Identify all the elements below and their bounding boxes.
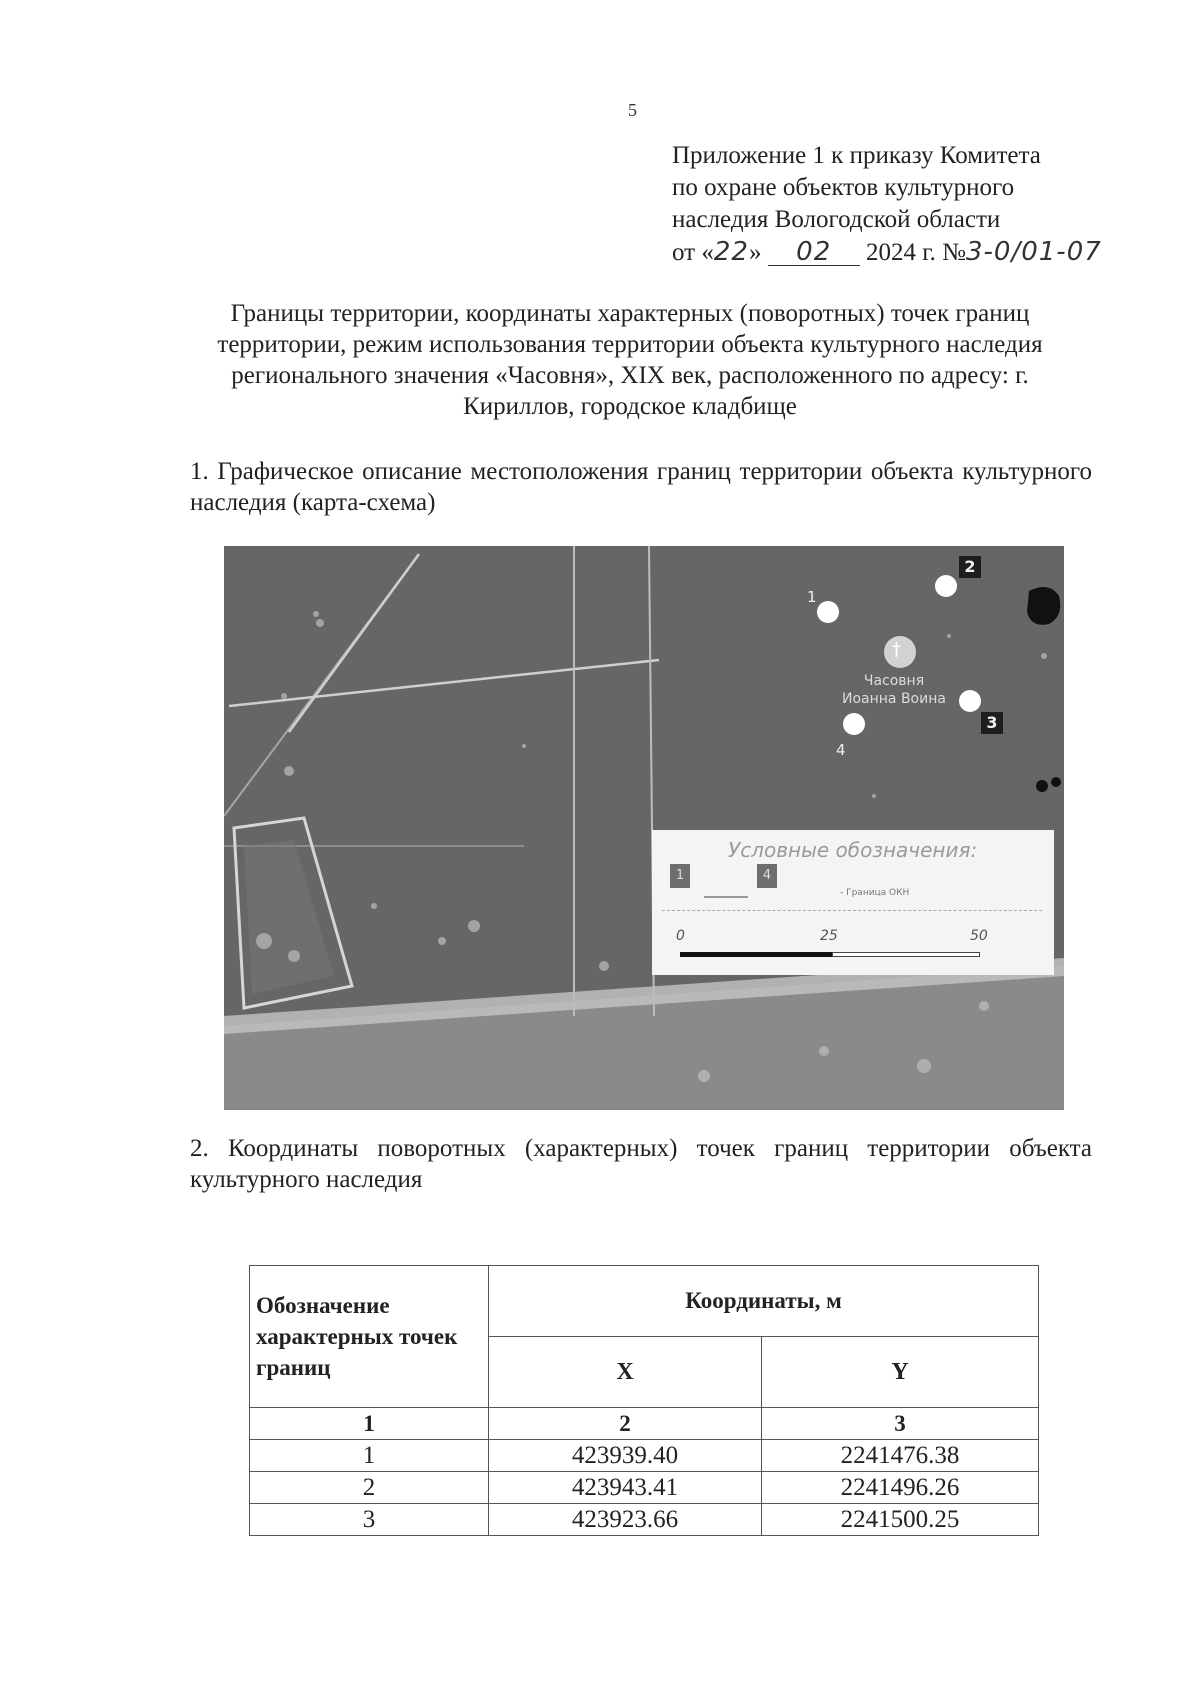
scale-bar-light: [832, 952, 980, 957]
year-text: 2024 г. №: [865, 239, 966, 266]
y-cell: 2241476.38: [762, 1440, 1039, 1472]
appendix-header: [672, 140, 1142, 269]
header-x: X: [489, 1337, 762, 1408]
legend-divider: [662, 910, 1042, 912]
header-y: Y: [762, 1337, 1039, 1408]
legend-marker-1: 1: [670, 864, 690, 888]
section-1-heading: 1. Графическое описание местоположения границ территории объекта культурного наследия (карта-схема): [190, 458, 1092, 516]
column-number: 3: [762, 1408, 1039, 1440]
x-cell: 423943.41: [489, 1472, 762, 1504]
x-cell: 423939.40: [489, 1440, 762, 1472]
legend-marker-4: 4: [757, 864, 777, 888]
table-row: [250, 1472, 1039, 1504]
scale-bar-dark: [680, 952, 832, 957]
scale-label-50: 50: [970, 928, 988, 944]
scale-label-25: 25: [820, 928, 838, 944]
document-title: Границы территории, координаты характерных (поворотных) точек границ территории, режим использования территории объекта культурного наследия регионального значения «Часовня», XIX век, расположенного по адресу: г. Кириллов, городское кладбище: [217, 300, 1043, 420]
point-4-label: 4: [836, 741, 846, 759]
appendix-line-1: Приложение 1 к приказу Комитета: [672, 142, 1041, 169]
y-cell: 2241496.26: [762, 1472, 1039, 1504]
header-coordinates: Координаты, м: [489, 1266, 1039, 1337]
column-number-row: [250, 1408, 1039, 1440]
point-cell: 2: [250, 1472, 489, 1504]
map-background: [224, 546, 1064, 1110]
column-number: 1: [250, 1408, 489, 1440]
date-prefix: от «: [672, 239, 714, 266]
handwritten-month: 02: [768, 239, 860, 266]
chapel-label: [842, 672, 946, 708]
appendix-date-line: [672, 236, 1142, 269]
coordinates-table: [249, 1265, 1039, 1536]
point-1-label: 1: [807, 588, 817, 606]
scale-label-0: 0: [676, 928, 685, 944]
point-cell: 1: [250, 1440, 489, 1472]
section-2-heading: 2. Координаты поворотных (характерных) точек границ территории объекта культурного наследия: [190, 1135, 1092, 1193]
table-row: [250, 1440, 1039, 1472]
appendix-line-3: наследия Вологодской области: [672, 206, 1001, 233]
column-number: 2: [489, 1408, 762, 1440]
appendix-line-2: по охране объектов культурного: [672, 174, 1015, 201]
legend-title: Условные обозначения:: [728, 838, 978, 862]
legend-boundary-text: - Граница ОКН: [840, 888, 910, 898]
handwritten-order-number: 3-0/01-07: [966, 237, 1102, 267]
point-3-marker: 3: [981, 712, 1003, 734]
cross-icon: †: [892, 639, 901, 660]
chapel-label-line-2: Иоанна Воина: [842, 691, 946, 707]
date-mid: »: [748, 239, 762, 266]
table-row: [250, 1504, 1039, 1536]
point-cell: 3: [250, 1504, 489, 1536]
chapel-label-line-1: Часовня: [863, 673, 925, 689]
page-number: 5: [628, 100, 637, 120]
map-scheme: [224, 546, 1064, 1110]
handwritten-day: 22: [713, 237, 749, 267]
legend-line-sample: [704, 896, 748, 898]
point-2-marker: 2: [959, 556, 981, 578]
map-legend: [652, 830, 1054, 975]
header-designation: Обозначение характерных точек границ: [250, 1266, 489, 1408]
x-cell: 423923.66: [489, 1504, 762, 1536]
y-cell: 2241500.25: [762, 1504, 1039, 1536]
